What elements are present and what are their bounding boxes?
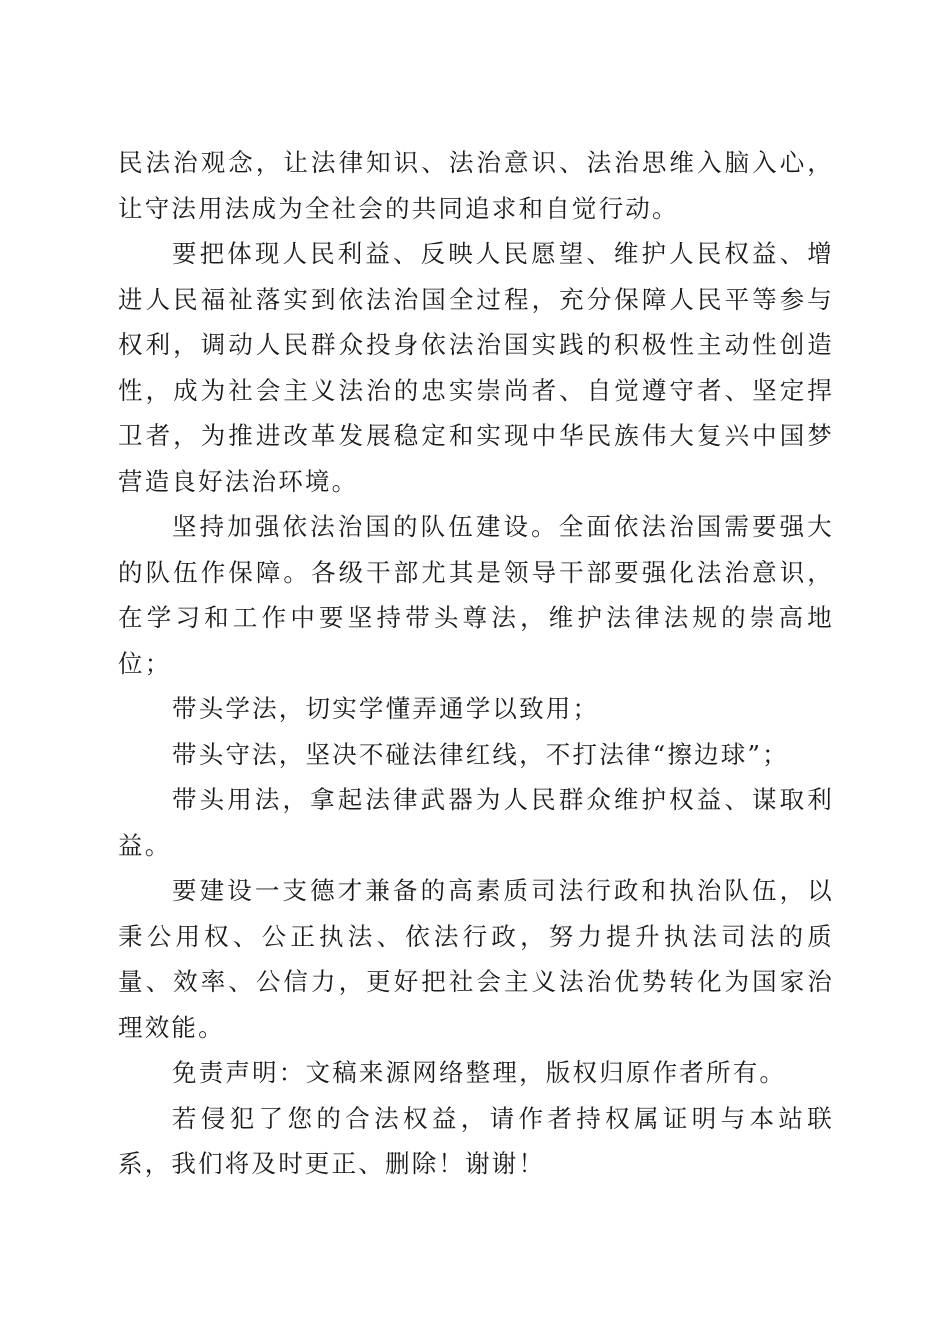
paragraph-6: 带头用法，拿起法律武器为人民群众维护权益、谋取利益。: [118, 785, 834, 860]
disclaimer-paragraph: 免责声明：文稿来源网络整理，版权归原作者所有。: [172, 1058, 787, 1087]
paragraph-1: 民法治观念，让法律知识、法治意识、法治思维入脑入心，让守法用法成为全社会的共同追求和自觉行动。: [118, 148, 834, 223]
contact-paragraph: 若侵犯了您的合法权益，请作者持权属证明与本站联系，我们将及时更正、删除！谢谢！: [118, 1103, 834, 1178]
document-body: [118, 140, 834, 1187]
paragraph-7: 要建设一支德才兼备的高素质司法行政和执治队伍，以秉公用权、公正执法、依法行政，努力提升执法司法的质量、效率、公信力，更好把社会主义法治优势转化为国家治理效能。: [118, 876, 834, 1042]
paragraph-4: 带头学法，切实学懂弄通学以致用；: [172, 694, 600, 723]
paragraph-5: 带头守法，坚决不碰法律红线，不打法律“擦边球”；: [172, 739, 789, 769]
paragraph-2: 要把体现人民利益、反映人民愿望、维护人民权益、增进人民福祉落实到依法治国全过程，充分保障人民平等参与权利，调动人民群众投身依法治国实践的积极性主动性创造性，成为社会主义法治的忠实崇尚者、自觉遵守者、坚定捍卫者，为推进改革发展稳定和实现中华民族伟大复兴中国梦营造良好法治环境。: [118, 239, 834, 496]
paragraph-3: 坚持加强依法治国的队伍建设。全面依法治国需要强大的队伍作保障。各级干部尤其是领导干部要强化法治意识，在学习和工作中要坚持带头尊法，维护法律法规的崇高地位；: [118, 512, 834, 678]
